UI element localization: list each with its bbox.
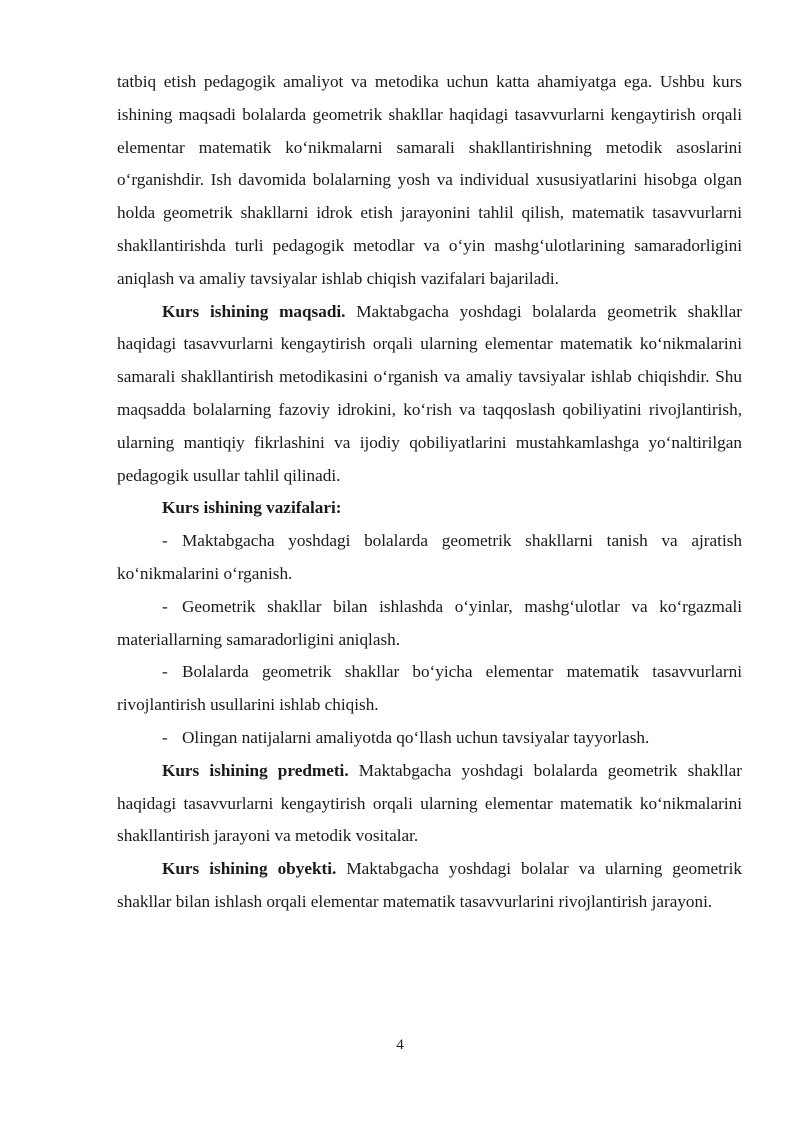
- task-dash: -: [162, 662, 168, 682]
- task-text: Bolalarda geometrik shakllar bo‘yicha elementar matematik tasavvurlarni rivojlantirish usullarini ishlab chiqish.: [117, 662, 742, 715]
- task-text: Maktabgacha yoshdagi bolalarda geometrik shakllarni tanish va ajratish ko‘nikmalarini o‘rganish.: [117, 531, 742, 583]
- tasks-heading-paragraph: [117, 492, 742, 525]
- goal-text: Maktabgacha yoshdagi bolalarda geometrik shakllar haqidagi tasavvurlarni kengaytirish orqali ularning elementar matematik ko‘nikmalarini samarali shakllantirish metodikasini o‘rganish va amaliy tavsiyalar ishlab chiqishdir. Shu maqsadda bolalarning fazoviy idrokini, ko‘rish va taqqoslash qobiliyatini rivojlantirish, ularning mantiqiy fikrlashini va ijodiy qobiliyatlarini mustahkamlashga yo‘naltirilgan pedagogik usullar tahlil qilinadi.: [117, 301, 742, 485]
- subject-heading: Kurs ishining predmeti.: [162, 760, 349, 780]
- object-text: Maktabgacha yoshdagi bolalar va ularning geometrik shakllar bilan ishlash orqali elementar matematik tasavvurlarini rivojlantirish jarayoni.: [117, 859, 742, 911]
- task-item-3: [117, 656, 742, 722]
- task-item-4: [117, 722, 742, 755]
- subject-text: Maktabgacha yoshdagi bolalarda geometrik shakllar haqidagi tasavvurlarni kengaytirish orqali ularning elementar matematik ko‘nikmalarini shakllantirish jarayoni va metodik vositalar.: [117, 760, 742, 846]
- object-paragraph: [117, 853, 742, 919]
- page-number: 4: [396, 1037, 404, 1053]
- goal-heading: Kurs ishining maqsadi.: [162, 301, 346, 321]
- intro-paragraph: tatbiq etish pedagogik amaliyot va metodika uchun katta ahamiyatga ega. Ushbu kurs ishining maqsadi bolalarda geometrik shakllar haqidagi tasavvurlarni kengaytirish orqali elementar matematik ko‘nikmalarni samarali shakllantirishning metodik asoslarini o‘rganishdir. Ish davomida bolalarning yosh va individual xususiyatlarini hisobga olgan holda geometrik shakllarni idrok etish jarayonini tahlil qilish, matematik tasavvurlarni shakllantirishda turli pedagogik metodlar va o‘yin mashg‘ulotlarining samaradorligini aniqlash va amaliy tavsiyalar ishlab chiqish vazifalari bajariladi.: [117, 72, 742, 288]
- task-dash: -: [162, 531, 168, 551]
- task-item-1: [117, 525, 742, 591]
- subject-paragraph: [117, 755, 742, 853]
- object-heading: Kurs ishining obyekti.: [162, 859, 337, 879]
- goal-paragraph: [117, 296, 742, 493]
- task-dash: -: [162, 727, 168, 747]
- task-dash: -: [162, 596, 168, 616]
- task-item-2: [117, 591, 742, 657]
- task-text: Geometrik shakllar bilan ishlashda o‘yinlar, mashg‘ulotlar va ko‘rgazmali materiallarning samaradorligini aniqlash.: [117, 596, 742, 649]
- document-page: [117, 66, 742, 919]
- tasks-heading: Kurs ishining vazifalari:: [162, 498, 342, 518]
- task-text: Olingan natijalarni amaliyotda qo‘llash uchun tavsiyalar tayyorlash.: [182, 727, 650, 747]
